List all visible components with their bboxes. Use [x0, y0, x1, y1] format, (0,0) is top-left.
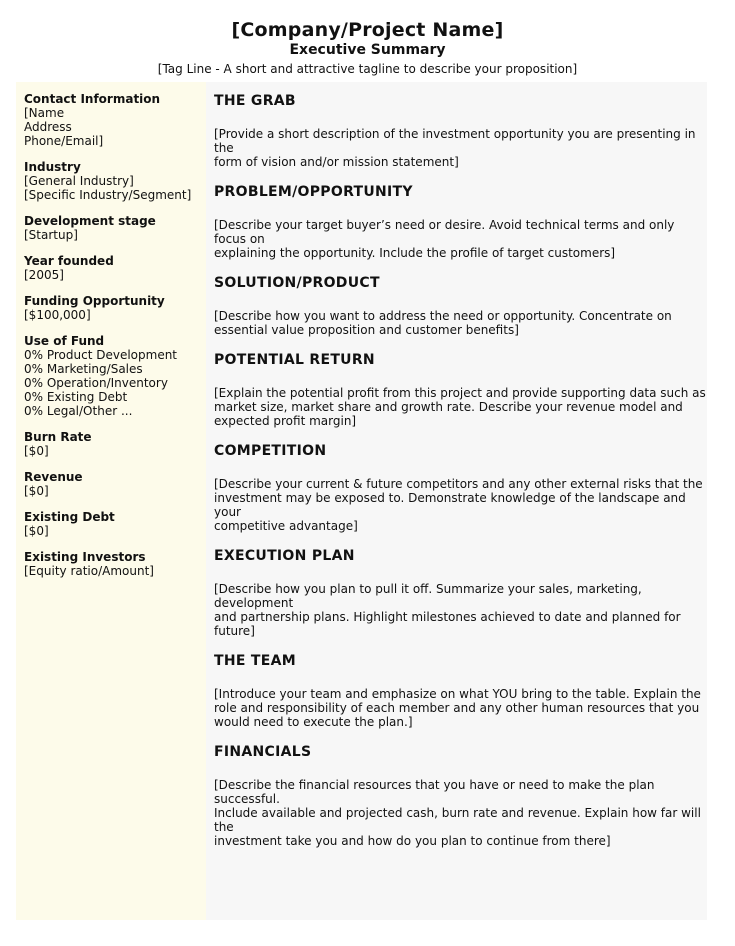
sidebar-value: 0% Product Development: [24, 348, 178, 362]
document-header: [0, 18, 735, 77]
sidebar-label: Revenue: [24, 470, 83, 484]
section-body: [Describe your target buyer’s need or desire. Avoid technical terms and only focus on explaining the opportunity. Include the profile of target customers]: [214, 218, 675, 260]
sidebar-label: Contact Information: [24, 92, 161, 106]
section-heading: SOLUTION/PRODUCT: [214, 275, 380, 291]
sidebar-value: [$100,000]: [24, 308, 91, 322]
summary-section: [214, 183, 707, 260]
sidebar-value: [Name: [24, 106, 65, 120]
section-heading: FINANCIALS: [214, 744, 312, 760]
section-heading: THE TEAM: [214, 653, 296, 669]
sidebar-section: [24, 214, 206, 242]
sidebar-label: Development stage: [24, 214, 156, 228]
section-heading: PROBLEM/OPPORTUNITY: [214, 184, 413, 200]
document-subtitle: Executive Summary: [289, 42, 446, 58]
section-heading: COMPETITION: [214, 443, 327, 459]
document-tagline: [Tag Line - A short and attractive tagline to describe your proposition]: [157, 62, 578, 76]
sidebar-value: 0% Existing Debt: [24, 390, 128, 404]
sidebar-value: Phone/Email]: [24, 134, 104, 148]
section-body: [Describe how you want to address the need or opportunity. Concentrate on essential value proposition and customer benefits]: [214, 309, 672, 337]
sidebar-section: [24, 550, 206, 578]
sidebar-section: [24, 160, 206, 202]
section-body: [Describe the financial resources that you have or need to make the plan successful. Include available and projected cash, burn rate and revenue. Explain how far will the investment take you and how do you plan to continue from there]: [214, 778, 701, 848]
sidebar-value: 0% Operation/Inventory: [24, 376, 168, 390]
section-body: [Describe your current & future competitors and any other external risks that the investment may be exposed to. Demonstrate knowledge of the landscape and your competitive advantage]: [214, 477, 703, 533]
section-heading: POTENTIAL RETURN: [214, 352, 375, 368]
sidebar-value: [2005]: [24, 268, 64, 282]
summary-section: [214, 442, 707, 533]
sidebar-label: Existing Investors: [24, 550, 146, 564]
summary-section: [214, 743, 707, 848]
sidebar-value: Address: [24, 120, 72, 134]
sidebar-value: 0% Marketing/Sales: [24, 362, 143, 376]
section-body: [Introduce your team and emphasize on what YOU bring to the table. Explain the role and responsibility of each member and any other human resources that you would need to execute the plan.]: [214, 687, 701, 729]
sidebar-label: Burn Rate: [24, 430, 92, 444]
sidebar-label: Existing Debt: [24, 510, 115, 524]
sidebar-section: [24, 92, 206, 148]
sidebar-value: [General Industry]: [24, 174, 134, 188]
section-body: [Describe how you plan to pull it off. Summarize your sales, marketing, development and partnership plans. Highlight milestones achieved to date and planned for future]: [214, 582, 681, 638]
sidebar-value: [Equity ratio/Amount]: [24, 564, 154, 578]
sidebar-value: [$0]: [24, 444, 49, 458]
summary-section: [214, 92, 707, 169]
sidebar-section: [24, 254, 206, 282]
summary-section: [214, 547, 707, 638]
sidebar-section: [24, 334, 206, 418]
summary-section: [214, 274, 707, 337]
sidebar-value: [Specific Industry/Segment]: [24, 188, 192, 202]
sidebar-label: Use of Fund: [24, 334, 105, 348]
summary-section: [214, 652, 707, 729]
document-title: [Company/Project Name]: [231, 19, 504, 41]
summary-body: [206, 82, 707, 920]
sidebar-value: [Startup]: [24, 228, 78, 242]
section-body: [Explain the potential profit from this project and provide supporting data such as market size, market share and growth rate. Describe your revenue model and expected profit margin]: [214, 386, 706, 428]
section-heading: THE GRAB: [214, 93, 296, 109]
section-body: [Provide a short description of the investment opportunity you are presenting in the form of vision and/or mission statement]: [214, 127, 696, 169]
sidebar-label: Funding Opportunity: [24, 294, 165, 308]
info-sidebar: [16, 82, 206, 920]
sidebar-section: [24, 470, 206, 498]
sidebar-value: [$0]: [24, 484, 49, 498]
section-heading: EXECUTION PLAN: [214, 548, 355, 564]
sidebar-value: [$0]: [24, 524, 49, 538]
sidebar-label: Industry: [24, 160, 81, 174]
sidebar-section: [24, 294, 206, 322]
sidebar-section: [24, 510, 206, 538]
summary-section: [214, 351, 707, 428]
sidebar-label: Year founded: [24, 254, 114, 268]
sidebar-section: [24, 430, 206, 458]
sidebar-value: 0% Legal/Other ...: [24, 404, 133, 418]
